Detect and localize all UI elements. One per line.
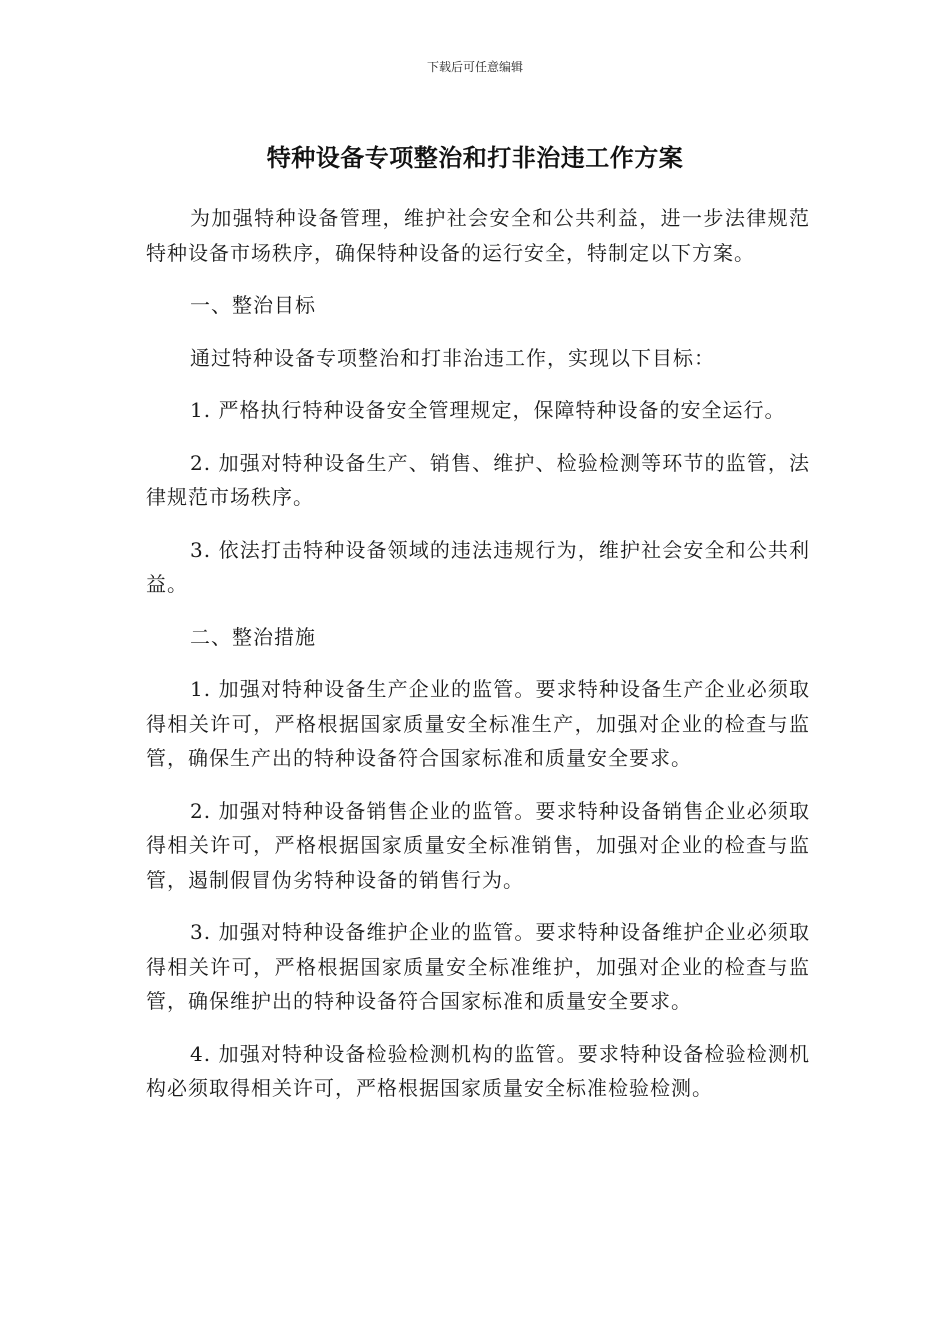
goal-item-1: 1. 严格执行特种设备安全管理规定，保障特种设备的安全运行。 (190, 398, 786, 422)
document-body (146, 201, 810, 1124)
document-title: 特种设备专项整治和打非治违工作方案 (266, 144, 684, 172)
measure-item-4: 4. 加强对特种设备检验检测机构的监管。要求特种设备检验检测机构必须取得相关许可，严格根据国家质量安全标准检验检测。 (146, 1041, 810, 1100)
section-heading-measures: 二、整治措施 (190, 624, 316, 649)
header-note: 下载后可任意编辑 (426, 60, 523, 74)
goals-intro-paragraph: 通过特种设备专项整治和打非治违工作，实现以下目标： (190, 345, 715, 370)
measure-item-3: 3. 加强对特种设备维护企业的监管。要求特种设备维护企业必须取得相关许可，严格根据国家质量安全标准维护，加强对企业的检查与监管，确保维护出的特种设备符合国家标准和质量安全要求。 (146, 920, 810, 1013)
measure-item-2: 2. 加强对特种设备销售企业的监管。要求特种设备销售企业必须取得相关许可，严格根据国家质量安全标准销售，加强对企业的检查与监管，遏制假冒伪劣特种设备的销售行为。 (146, 798, 810, 892)
section-heading-goals: 一、整治目标 (190, 293, 316, 317)
goal-item-3: 3. 依法打击特种设备领域的违法违规行为，维护社会安全和公共利益。 (146, 537, 810, 596)
measure-item-1: 1. 加强对特种设备生产企业的监管。要求特种设备生产企业必须取得相关许可，严格根据国家质量安全标准生产，加强对企业的检查与监管，确保生产出的特种设备符合国家标准和质量安全要求。 (146, 677, 810, 770)
intro-paragraph: 为加强特种设备管理，维护社会安全和公共利益，进一步法律规范特种设备市场秩序，确保特种设备的运行安全，特制定以下方案。 (146, 206, 810, 265)
goal-item-2: 2. 加强对特种设备生产、销售、维护、检验检测等环节的监管，法律规范市场秩序。 (146, 450, 810, 509)
